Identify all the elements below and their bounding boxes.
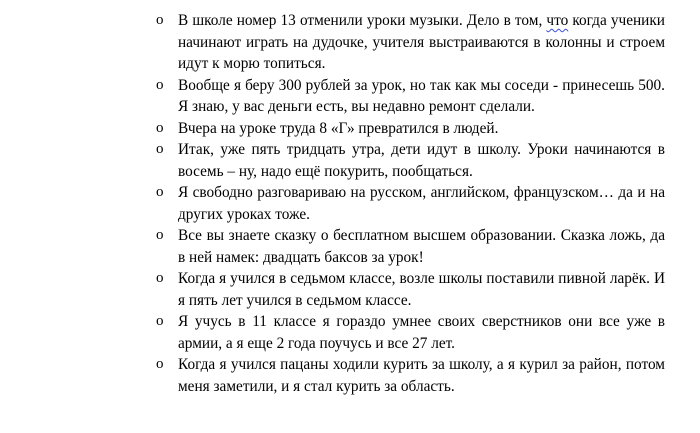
- list-item: [156, 268, 665, 311]
- bullet-circle-icon: o: [156, 141, 164, 157]
- list-item: [156, 182, 665, 225]
- bullet-circle-icon: o: [156, 76, 164, 93]
- list-item: [156, 10, 665, 75]
- list-item: [156, 225, 665, 268]
- bullet-circle-icon: o: [156, 356, 164, 372]
- list-item-text[interactable]: Когда я учился пацаны ходили курить за школу, а я курил за район, потом меня заметили, и я стал курить за область.: [178, 356, 665, 395]
- list-item-text[interactable]: Вчера на уроке труда 8 «Г» превратился в людей.: [178, 119, 499, 137]
- list-item-text[interactable]: Итак, уже пять тридцать утра, дети идут в школу. Уроки начинаются в восемь – ну, надо ещё покурить, пообщаться.: [178, 141, 665, 180]
- list-item-text[interactable]: Вообще я беру 300 рублей за урок, но так как мы соседи - принесешь 500. Я знаю, у вас деньги есть, вы недавно ремонт сделали.: [178, 76, 665, 115]
- list-item-text[interactable]: Все вы знаете сказку о бесплатном высшем образовании. Сказка ложь, да в ней намек: двадцать баксов за урок!: [178, 227, 665, 266]
- list-item: [156, 354, 665, 397]
- bullet-circle-icon: o: [156, 270, 164, 286]
- bullet-circle-icon: o: [156, 119, 164, 136]
- list-item: [156, 311, 665, 354]
- bullet-circle-icon: o: [156, 12, 164, 28]
- list-item: [156, 75, 665, 118]
- bullet-circle-icon: o: [156, 184, 164, 200]
- list-item-text[interactable]: Когда я учился в седьмом классе, возле школы поставили пивной ларёк. И я пять лет учился в седьмом классе.: [178, 270, 665, 309]
- list-item: [156, 139, 665, 182]
- list-item: [156, 118, 665, 140]
- joke-bullet-list: [156, 10, 665, 397]
- list-item-text[interactable]: Я свободно разговариваю на русском, английском, французском… да и на других уроках тоже.: [178, 184, 665, 223]
- list-item-text[interactable]: Я учусь в 11 классе я гораздо умнее своих сверстников они все уже в армии, а я еще 2 года поучусь и все 27 лет.: [178, 313, 665, 352]
- spellcheck-flagged-word[interactable]: что: [546, 12, 569, 29]
- bullet-circle-icon: o: [156, 313, 164, 329]
- list-item-text[interactable]: В школе номер 13 отменили уроки музыки. Дело в том, что когда ученики начинают играть на дудочке, учителя выстраиваются в колонны и строем идут к морю топиться.: [178, 12, 665, 72]
- bullet-circle-icon: o: [156, 227, 164, 243]
